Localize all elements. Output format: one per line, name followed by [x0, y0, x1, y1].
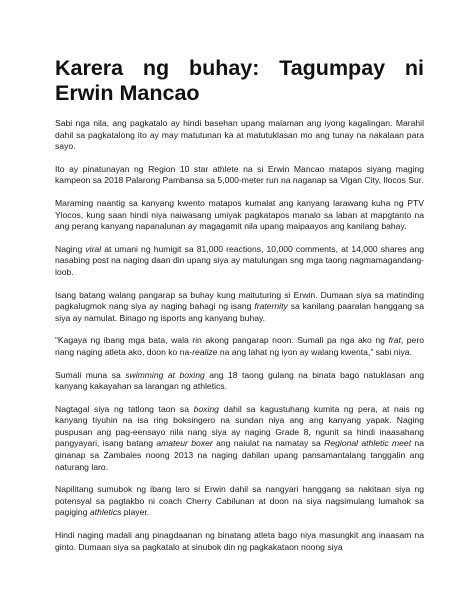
text-run: , pero nang naging atleta ako, doon ko na-: [55, 335, 424, 357]
paragraph-7: [55, 370, 424, 393]
text-run: Isang batang walang pangarap sa buhay kung maituturing si Erwin. Dumaan siya sa matinding pagkalugmok nang siya ay naging bahagi ng isang: [55, 289, 424, 312]
text-run: Sumali muna sa: [55, 369, 126, 380]
text-run: ang 18 taong gulang na binata bago natuklasan ang kanyang kakayahan sa larangan ng athletics.: [55, 369, 424, 392]
text-run: ang naiulat na namatay sa: [212, 438, 325, 449]
paragraph-8: [55, 404, 424, 474]
paragraph-6: [55, 335, 424, 358]
text-run: player.: [121, 507, 150, 518]
text-run-italic: Regional athletic meet: [324, 438, 412, 449]
text-run: Nagtagal siya ng tatlong taon sa: [55, 403, 194, 414]
text-run: dahil sa kagustuhang kumita ng pera, at nais ng kanyang tiyuhin na isa ring boksingero na sundan niya ang ang kanyang yapak. Naging puspusan ang pag-eensayo nila nang siya ay naging Grade 8, ngunit sa hindi inaasahang pangyayari, isang batang: [55, 403, 425, 449]
text-run: Maraming naantig sa kanyang kwento matapos kumalat ang kanyang larawang kuha ng PTV Ylocos, kung saan hindi niya naiwasang umiyak pagkatapos manalo sa laban at mapgtanto na ang perang kanyang napanalunan ay magagamit nila upang maipaayos ang kanilang bahay.: [55, 197, 424, 232]
text-run-italic: boxing: [193, 403, 219, 414]
text-run-italic: fraternity: [254, 301, 288, 312]
paragraph-5: [55, 290, 424, 325]
text-run: Hindi naging madali ang pinagdaanan ng binatang atleta bago niya masungkit ang inaasam na ginto. Dumaan siya sa pagkatalo at sinubok din ng pagkakataon noong siya: [55, 530, 424, 552]
text-run-italic: frat: [388, 335, 401, 346]
text-run: sa kanilang paaralan hanggang sa siya ay namulat. Binago ng isports ang kanyang buhay.: [55, 301, 424, 323]
text-run: Sabi nga nila, ang pagkatalo ay hindi basehan upang malaman ang iyong kagalingan. Marahil dahil sa pagkatalong ito ay may matutunan ka at matutuklasan mo ang tunay na nakalaan para sayo.: [55, 118, 424, 152]
text-run-italic: swimming at boxing: [125, 369, 205, 380]
text-run: Naging: [55, 243, 86, 254]
paragraph-1: [55, 118, 424, 153]
paragraph-3: [55, 198, 424, 233]
text-run-italic: athletics: [89, 507, 122, 518]
paragraph-10: [55, 530, 424, 553]
text-run-italic: viral: [85, 243, 102, 254]
article-body: [55, 118, 424, 553]
text-run: “Kagaya ng ibang mga bata, wala rin akong pangarap noon. Sumali pa nga ako ng: [55, 335, 389, 346]
text-run: na ginanap sa Zambales noong 2013 na naging dahilan upang pansamantalang tanggalin ang naturang laro.: [55, 438, 424, 472]
paragraph-2: [55, 164, 424, 187]
text-run-italic: realize: [192, 346, 218, 357]
article-title: Karera ng buhay: Tagumpay ni Erwin Mancao: [55, 56, 424, 105]
text-run: na ang lahat ng iyon ay walang kwenta,” sabi niya.: [217, 346, 412, 357]
text-run-italic: amateur boxer: [156, 438, 213, 449]
text-run: Napilitang sumubok ng ibang laro si Erwin dahil sa nangyari hanggang sa nakitaan siya ng potensyal sa pagtakbo ni coach Cherry Cabilunan at doon na siya nagsimulang lumahok sa pagiging: [55, 484, 424, 518]
text-run: at umani ng humigit sa 81,000 reactions, 10,000 comments, at 14,000 shares ang nasabing post na naging daan din upang siya ay matulungan sng mga taong nagmamagandang-loob.: [55, 243, 425, 277]
paragraph-4: [55, 244, 424, 279]
text-run: Ito ay pinatunayan ng Region 10 star athlete na si Erwin Mancao matapos siyang maging kampeon sa 2018 Palarong Pambansa sa 5,000-meter run na naganap sa Vigan City, Ilocos Sur.: [55, 163, 424, 186]
paragraph-9: [55, 484, 424, 519]
